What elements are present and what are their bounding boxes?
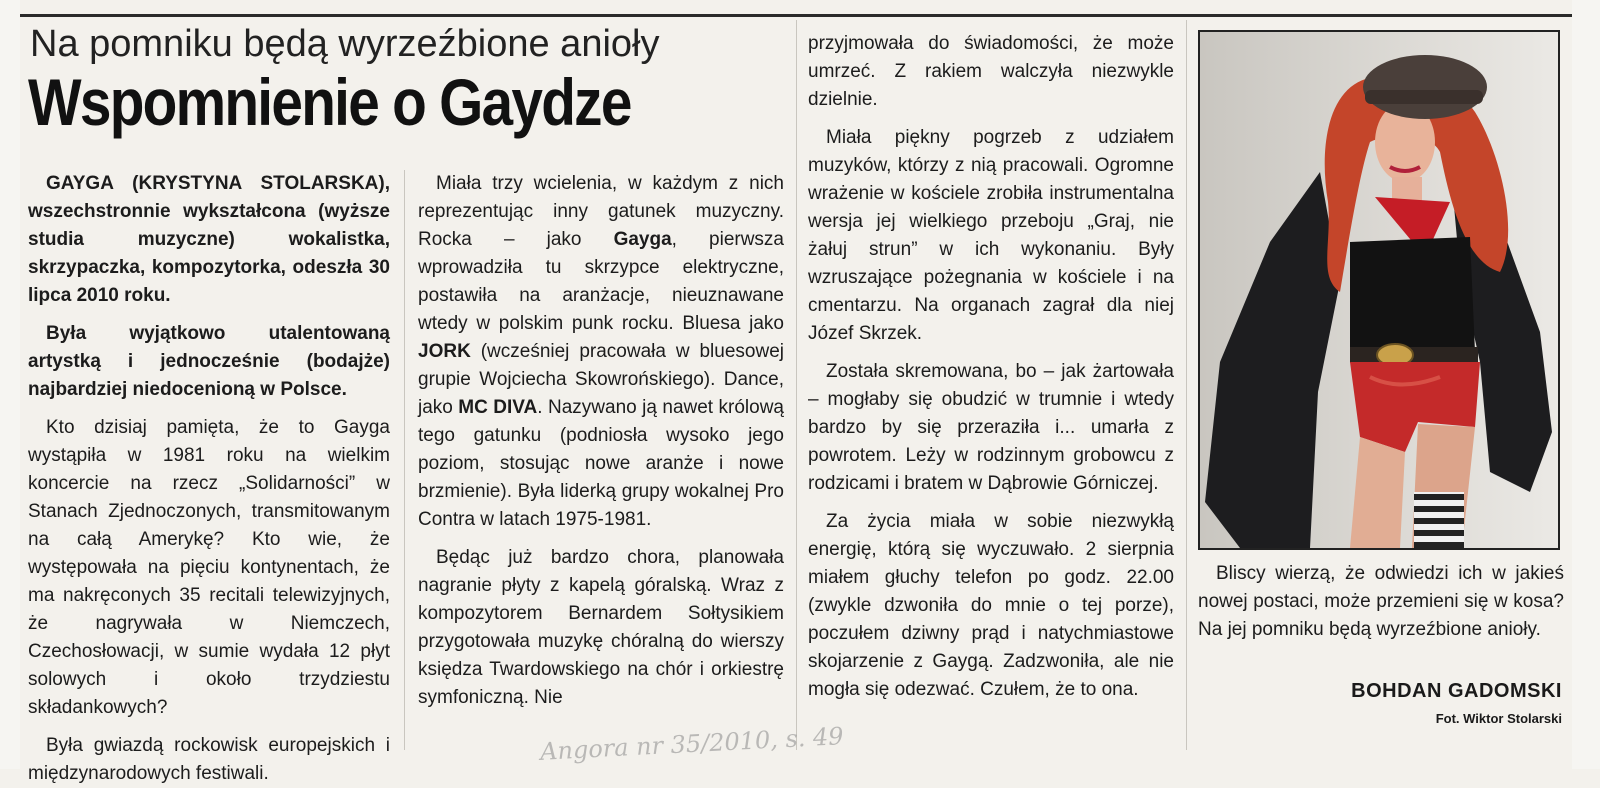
column-divider [404,170,405,750]
author-byline: BOHDAN GADOMSKI [1351,680,1562,702]
body-paragraph [418,170,784,534]
body-paragraph: Była gwiazdą rockowisk europejskich i międzynarodowych festiwali. [28,735,390,784]
body-text: Miała trzy wcielenia, w każdym z nich reprezentując inny gatunek muzyczny. Rocka – jako [418,173,784,250]
highlighted-name: JORK [418,341,471,362]
column-divider [796,20,797,750]
highlighted-name: Gayga [613,229,672,250]
body-paragraph: przyjmowała do świadomości, że może umrzeć. Z rakiem walczyła niezwykle dzielnie. [808,33,1174,110]
photo-credit: Fot. Wiktor Stolarski [1435,711,1562,726]
lead-paragraph: Była wyjątkowo utalentowaną artystką i jednocześnie (bodajże) najbardziej niedocenioną w Polsce. [28,323,390,400]
lead-paragraph: GAYGA (KRYSTYNA STOLARSKA), wszechstronnie wykształcona (wyższe studia muzyczne) wokalistka, skrzypaczka, kompozytorka, odeszła 30 lipca 2010 roku. [28,173,390,306]
body-text: , pierwsza wprowadziła tu skrzypce elektryczne, postawiła na aranżacje, nieuznawane wtedy w polskim punk rocku. Bluesa jako [418,229,784,334]
left-page-bleed [0,0,20,769]
article-column-1 [28,170,390,788]
column-divider [1186,20,1187,750]
article-column-3 [808,30,1174,704]
body-paragraph: Będąc już bardzo chora, planowała nagranie płyty z kapelą góralską. Wraz z kompozytorem Bernardem Sołtysikiem przygotowała muzykę chóralną do wierszy księdza Twardowskiego na chór i orkiestrę symfoniczną. Nie [418,547,784,708]
body-paragraph: Miała piękny pogrzeb z udziałem muzyków, którzy z nią pracowali. Ogromne wrażenie w kościele zrobiła instrumentalna wersja jej wielkiego przeboju „Graj, nie żałuj strun” w ich wykonaniu. Były wzruszające pożegnania w kościele i na cmentarzu. Na organach zagrał dla niej Józef Skrzek. [808,127,1174,344]
highlighted-name: MC DIVA [458,397,538,418]
body-text: (wcześniej pracowała w bluesowej grupie Wojciecha Skowrońskiego). Dance, jako [418,341,784,418]
portrait-illustration [1200,32,1558,548]
top-rule [20,14,1572,17]
article-photo [1198,30,1560,550]
article-column-2 [418,170,784,712]
handwritten-note: Angora nr 35/2010, s. 49 [539,722,845,766]
article-column-4 [1198,560,1564,644]
body-paragraph: Została skremowana, bo – jak żartowała – mogłaby się obudzić w trumnie i wtedy bardzo by się przeraziła i... umarła z powrotem. Leży w rodzinnym grobowcu z rodzicami i bratem w Dąbrowie Górniczej. [808,361,1174,494]
body-paragraph: Kto dzisiaj pamięta, że to Gayga wystąpiła w 1981 roku na wielkim koncercie na rzecz „Solidarności” w Stanach Zjednoczonych, transmitowanym na całą Amerykę? Kto wie, że występowała na pięciu kontynentach, że ma nakręconych 35 recitali telewizyjnych, że nagrywała w Niemczech, Czechosłowacji, w sumie wydała 12 płyt solowych i około trzydziestu składankowych? [28,417,390,718]
body-paragraph: Za życia miała w sobie niezwykłą energię, którą się wyczuwało. 2 sierpnia miałem głuchy telefon po godz. 22.00 (zwykle dzwoniła do mnie o tej porze), poczułem dziwny prąd i natychmiastowe skojarzenie z Gaygą. Zadzwoniła, ale nie mogła się odezwać. Czułem, że to ona. [808,511,1174,700]
article-kicker: Na pomniku będą wyrzeźbione anioły [30,23,660,65]
article-headline: Wspomnienie o Gaydze [28,65,631,139]
body-text: . Nazywano ją nawet królową tego gatunku (podniosła wysoko jego poziom, stosując nowe aranże i nowe brzmienie). Była liderką grupy wokalnej Pro Contra w latach 1975-1981. [418,397,784,530]
right-page-bleed [1572,0,1600,769]
body-paragraph: Bliscy wierzą, że odwiedzi ich w jakieś nowej postaci, może przemieni się w kosa? Na jej pomniku będą wyrzeźbione anioły. [1198,563,1564,640]
